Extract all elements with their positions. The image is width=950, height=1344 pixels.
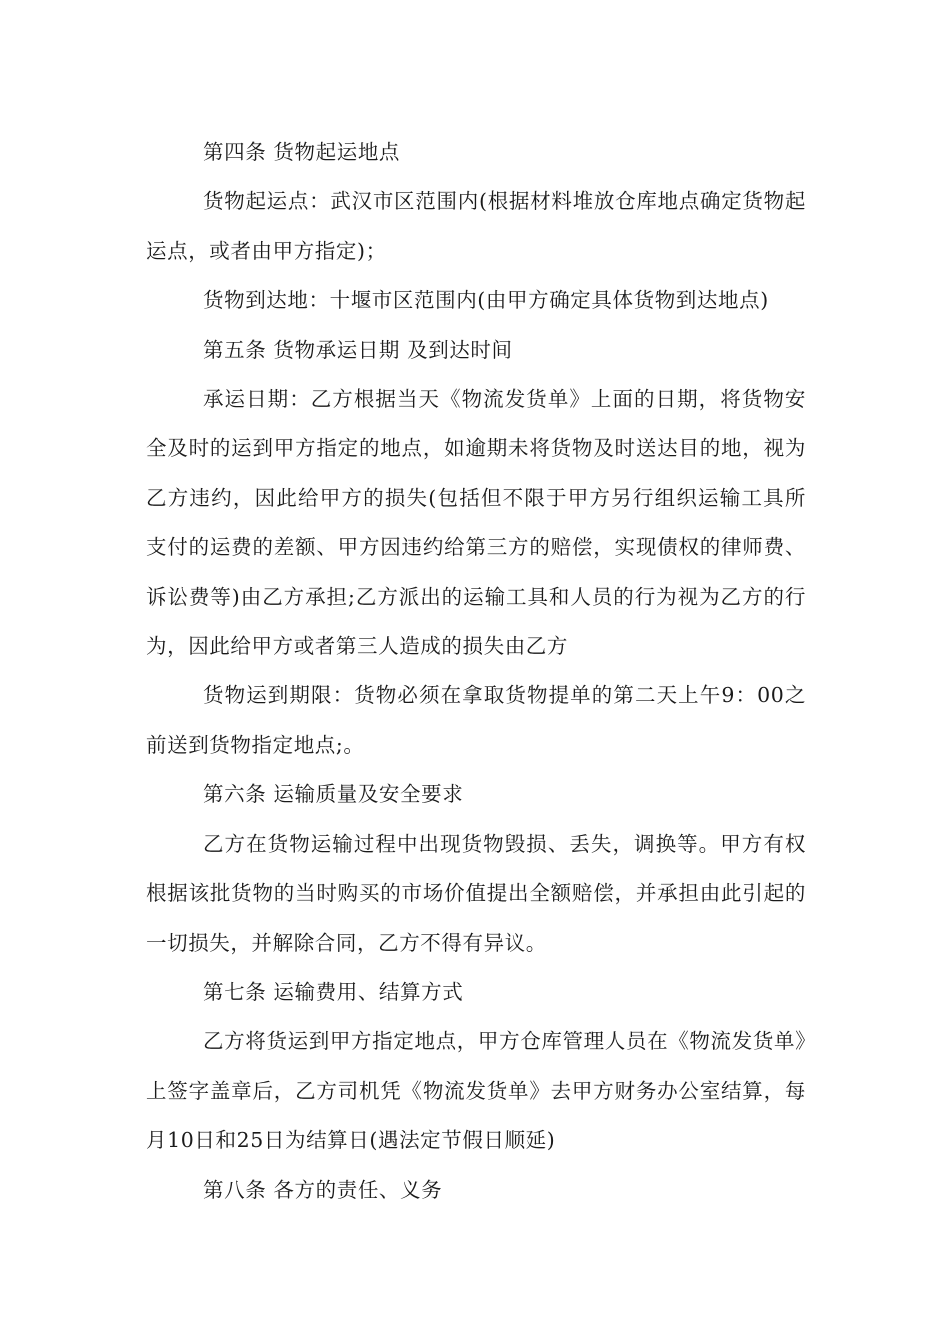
paragraph-carriage-date: 承运日期：乙方根据当天《物流发货单》上面的日期，将货物安全及时的运到甲方指定的地点，如逾期未将货物及时送达目的地，视为乙方违约，因此给甲方的损失(包括但不限于甲方另行组织运输工具所支付的运费的差额、甲方因违约给第三方的赔偿，实现债权的律师费、诉讼费等)由乙方承担;乙方派出的运输工具和人员的行为视为乙方的行为，因此给甲方或者第三人造成的损失由乙方 — [146, 387, 806, 659]
document-body — [146, 128, 806, 1215]
section-heading-article-8: 第八条 各方的责任、义务 — [203, 1177, 443, 1202]
paragraph-quality-safety: 乙方在货物运输过程中出现货物毁损、丢失，调换等。甲方有权根据该批货物的当时购买的市场价值提出全额赔偿，并承担由此引起的一切损失，并解除合同，乙方不得有异议。 — [146, 831, 806, 955]
section-heading-article-6: 第六条 运输质量及安全要求 — [203, 782, 464, 807]
paragraph-origin-point: 货物起运点：武汉市区范围内(根据材料堆放仓库地点确定货物起运点，或者由甲方指定)； — [146, 189, 806, 263]
paragraph-delivery-deadline: 货物运到期限：货物必须在拿取货物提单的第二天上午9：00之前送到货物指定地点;。 — [146, 683, 806, 757]
section-heading-article-7: 第七条 运输费用、结算方式 — [203, 979, 464, 1004]
paragraph-destination: 货物到达地：十堰市区范围内(由甲方确定具体货物到达地点) — [203, 288, 769, 313]
section-heading-article-4: 第四条 货物起运地点 — [203, 140, 401, 164]
paragraph-settlement: 乙方将货运到甲方指定地点，甲方仓库管理人员在《物流发货单》上签字盖章后，乙方司机凭《物流发货单》去甲方财务办公室结算，每月10日和25日为结算日(遇法定节假日顺延) — [146, 1029, 806, 1153]
section-heading-article-5: 第五条 货物承运日期 及到达时间 — [203, 337, 513, 362]
